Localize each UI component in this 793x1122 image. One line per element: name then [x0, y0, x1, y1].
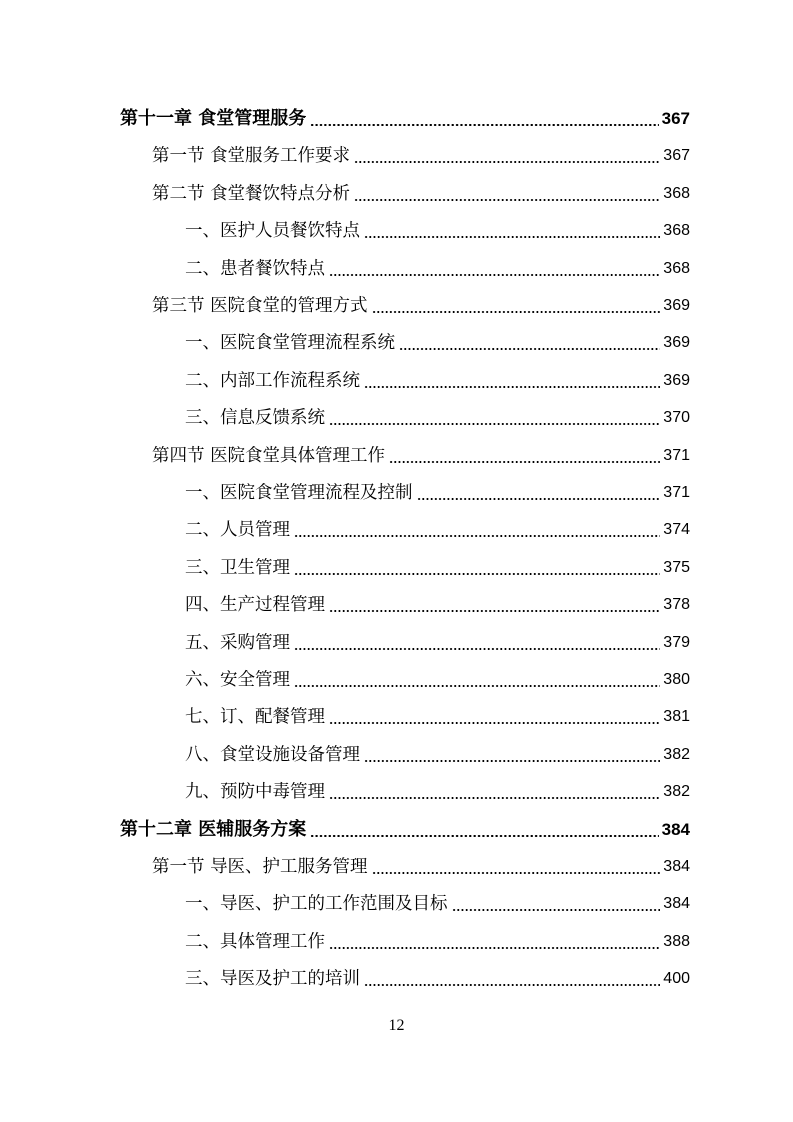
toc-entry-title: 第十一章 食堂管理服务: [120, 108, 307, 129]
toc-entry-title: 五、采购管理: [185, 632, 290, 653]
toc-dot-leader: [329, 781, 660, 803]
toc-entry-title: 第二节 食堂餐饮特点分析: [152, 183, 351, 204]
toc-entry-title: 第一节 导医、护工服务管理: [152, 857, 368, 877]
toc-dot-leader: [399, 332, 660, 354]
toc-entry-title: 三、导医及护工的培训: [185, 969, 360, 990]
toc-entry-page: 382: [663, 745, 690, 763]
toc-subsection-entry[interactable]: [185, 923, 690, 953]
toc-entry-page: 371: [663, 484, 690, 501]
toc-dot-leader: [364, 370, 660, 392]
page-number: 12: [388, 1017, 405, 1034]
toc-subsection-entry[interactable]: [185, 511, 690, 541]
toc-entry-title: 六、安全管理: [185, 670, 290, 690]
toc-entry-title: 第三节 医院食堂的管理方式: [152, 296, 368, 316]
toc-section-entry[interactable]: [152, 437, 690, 467]
toc-dot-leader: [294, 557, 660, 579]
toc-dot-leader: [452, 893, 661, 915]
toc-dot-leader: [294, 669, 660, 691]
toc-subsection-entry[interactable]: [185, 736, 690, 766]
toc-subsection-entry[interactable]: [185, 324, 690, 354]
toc-dot-leader: [372, 856, 661, 878]
toc-dot-leader: [364, 220, 660, 242]
toc-subsection-entry[interactable]: [185, 212, 690, 242]
toc-dot-leader: [389, 445, 660, 467]
toc-entry-title: 第四节 医院食堂具体管理工作: [152, 445, 386, 466]
toc-entry-title: 二、人员管理: [185, 520, 290, 541]
toc-entry-title: 第一节 食堂服务工作要求: [152, 146, 351, 167]
toc-entry-page: 382: [663, 783, 690, 801]
toc-dot-leader: [364, 744, 660, 766]
toc-entry-page: 380: [663, 671, 690, 688]
toc-entry-page: 384: [663, 858, 690, 875]
toc-section-entry[interactable]: [152, 848, 690, 878]
toc-entry-page: 370: [663, 409, 690, 427]
toc-subsection-entry[interactable]: [185, 698, 690, 728]
toc-entry-title: 二、内部工作流程系统: [185, 370, 360, 391]
toc-dot-leader: [310, 108, 658, 130]
toc-subsection-entry[interactable]: [185, 399, 690, 429]
toc-entry-page: 384: [663, 895, 690, 913]
toc-section-entry[interactable]: [152, 175, 690, 205]
toc-entry-page: 384: [661, 819, 690, 839]
toc-entry-title: 二、具体管理工作: [185, 931, 325, 952]
toc-subsection-entry[interactable]: [185, 661, 690, 691]
toc-entry-title: 八、食堂设施设备管理: [185, 744, 360, 765]
toc-dot-leader: [417, 482, 661, 504]
toc-dot-leader: [294, 519, 660, 541]
toc-dot-leader: [294, 632, 660, 654]
toc-dot-leader: [329, 407, 660, 429]
toc-entry-title: 第十二章 医辅服务方案: [120, 818, 307, 840]
toc-entry-title: 三、信息反馈系统: [185, 408, 325, 429]
toc-entry-page: 368: [663, 259, 690, 277]
toc-dot-leader: [364, 968, 660, 990]
toc-entry-title: 一、医院食堂管理流程及控制: [185, 483, 413, 503]
toc-subsection-entry[interactable]: [185, 586, 690, 616]
toc-entry-title: 七、订、配餐管理: [185, 707, 325, 728]
toc-subsection-entry[interactable]: [185, 773, 690, 803]
toc-entry-page: 367: [663, 147, 690, 165]
toc-dot-leader: [329, 594, 660, 616]
toc-subsection-entry[interactable]: [185, 549, 690, 579]
toc-chapter-entry[interactable]: [120, 811, 690, 841]
toc-dot-leader: [329, 706, 660, 728]
toc-entry-title: 一、导医、护工的工作范围及目标: [185, 894, 448, 915]
toc-entry-title: 二、患者餐饮特点: [185, 258, 325, 279]
toc-section-entry[interactable]: [152, 137, 690, 167]
toc-entry-title: 九、预防中毒管理: [185, 782, 325, 803]
toc-entry-page: 378: [663, 596, 690, 614]
toc-dot-leader: [329, 931, 660, 953]
toc-dot-leader: [329, 258, 660, 280]
toc-dot-leader: [354, 183, 660, 205]
toc-entry-page: 388: [663, 932, 690, 950]
toc-entry-page: 369: [663, 371, 690, 389]
toc-subsection-entry[interactable]: [185, 960, 690, 990]
toc-entry-title: 三、卫生管理: [185, 557, 290, 578]
toc-entry-title: 四、生产过程管理: [185, 595, 325, 616]
toc-subsection-entry[interactable]: [185, 624, 690, 654]
toc-entry-title: 一、医护人员餐饮特点: [185, 221, 360, 242]
toc-entry-page: 381: [663, 708, 690, 726]
toc-entry-page: 368: [663, 222, 690, 240]
toc-entry-page: 368: [663, 184, 690, 202]
toc-section-entry[interactable]: [152, 287, 690, 317]
toc-entry-page: 379: [663, 633, 690, 651]
toc-chapter-entry[interactable]: [120, 100, 690, 130]
toc-entry-page: 400: [663, 970, 690, 988]
toc-subsection-entry[interactable]: [185, 250, 690, 280]
toc-entry-page: 374: [663, 521, 690, 539]
toc-dot-leader: [372, 295, 661, 317]
toc-entry-page: 369: [663, 297, 690, 314]
toc-entry-page: 369: [663, 334, 690, 352]
toc-subsection-entry[interactable]: [185, 885, 690, 915]
toc-dot-leader: [310, 819, 658, 841]
toc-entry-page: 371: [663, 446, 690, 464]
toc-dot-leader: [354, 145, 660, 167]
toc-subsection-entry[interactable]: [185, 474, 690, 504]
toc-entry-page: 375: [663, 558, 690, 576]
toc-entry-title: 一、医院食堂管理流程系统: [185, 333, 395, 354]
toc-subsection-entry[interactable]: [185, 362, 690, 392]
toc-entry-page: 367: [661, 109, 690, 128]
